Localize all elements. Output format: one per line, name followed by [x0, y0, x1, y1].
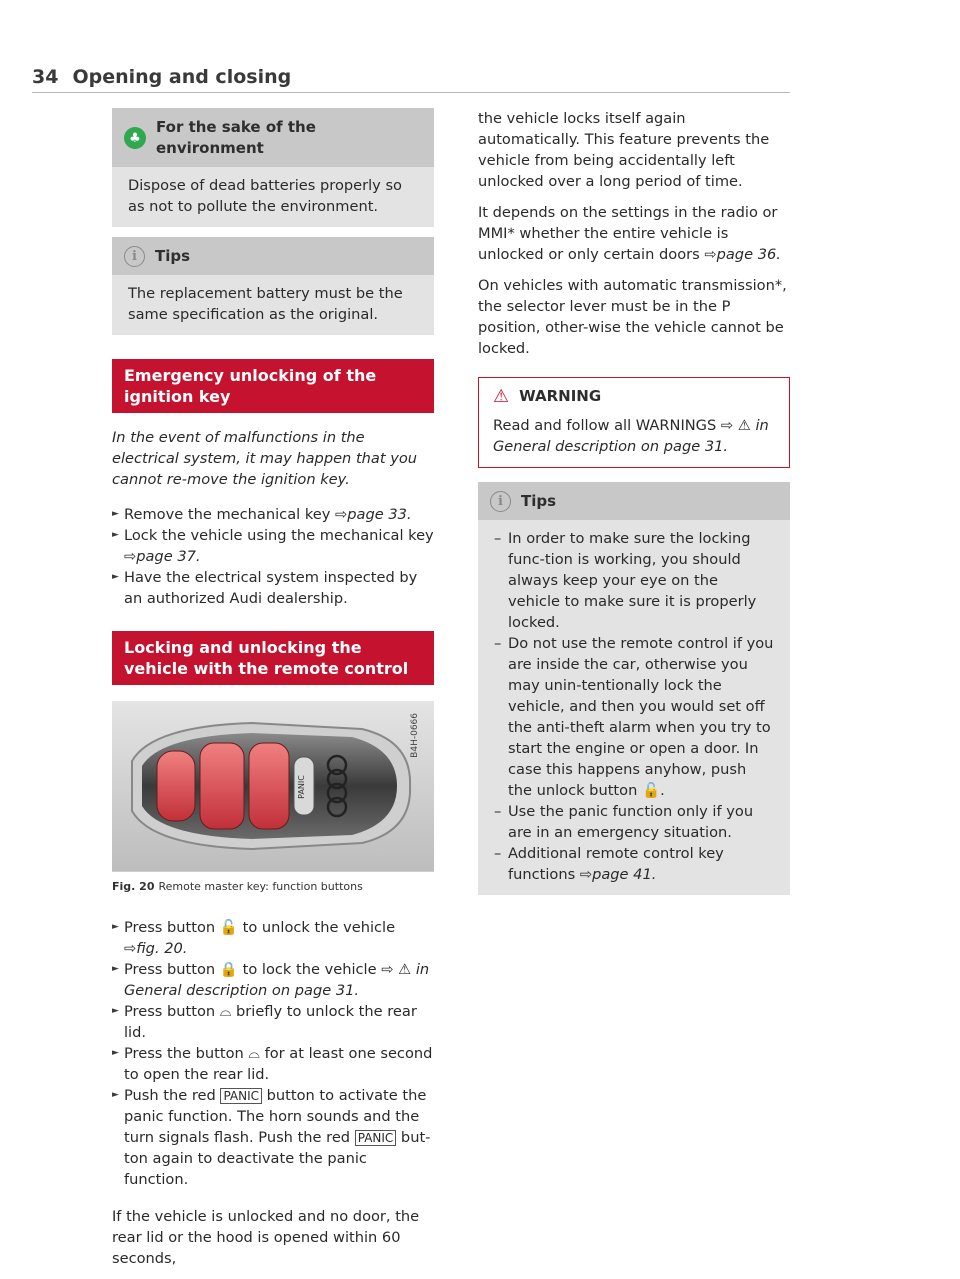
list-item: ► Press button 🔓 to unlock the vehicle ⇨fig. 20.	[112, 917, 434, 959]
paragraph-2: It depends on the settings in the radio or MMI* whether the entire vehicle is unlocked or only certain doors ⇨page 36.	[478, 204, 781, 263]
remote-heading: Locking and unlocking the vehicle with the remote control	[112, 631, 434, 685]
tips-1-title: Tips	[155, 247, 191, 265]
remote-key-illustration	[112, 701, 434, 871]
warning-title: WARNING	[519, 387, 602, 405]
page-link[interactable]: in General description on page 31.	[124, 961, 430, 999]
list-item: ► Lock the vehicle using the mechanical key ⇨page 37.	[112, 525, 434, 567]
closing-paragraph: If the vehicle is unlocked and no door, the rear lid or the hood is opened within 60 seconds,	[112, 1208, 420, 1267]
list-item: ► Have the electrical system inspected by an authorized Audi dealership.	[112, 567, 434, 609]
list-item: ► Press button ⌓ briefly to unlock the rear lid.	[112, 1001, 434, 1043]
tips-box-1	[112, 237, 434, 335]
page-link[interactable]: ⇨page 37.	[124, 548, 201, 565]
list-item: – Use the panic function only if you are in an emergency situation.	[494, 801, 774, 843]
panic-key-label: PANIC	[220, 1088, 262, 1104]
tips-2-body	[478, 520, 790, 895]
page-link[interactable]: in General description on page 31.	[493, 417, 769, 455]
emergency-heading: Emergency unlocking of the ignition key	[112, 359, 434, 413]
warning-box	[478, 377, 790, 468]
figure-panic-label: PANIC	[297, 775, 306, 799]
environment-text: Dispose of dead batteries properly so as not to pollute the environment.	[112, 167, 434, 227]
remote-steps	[112, 917, 434, 1190]
environment-box	[112, 108, 434, 227]
paragraph-1: the vehicle locks itself again automatically. This feature prevents the vehicle from being accidentally left unlocked over a long period of time.	[478, 110, 770, 190]
tips-1-text: The replacement battery must be the same specification as the original.	[112, 275, 434, 335]
page-link[interactable]: ⇨page 33.	[335, 506, 412, 523]
list-item: ► Press button 🔒 to lock the vehicle ⇨ ⚠ in General description on page 31.	[112, 959, 434, 1001]
list-item: – Additional remote control key functions ⇨page 41.	[494, 843, 774, 885]
list-item: – Do not use the remote control if you are inside the car, otherwise you may unin-tentionally lock the vehicle, and then you would set off the anti-theft alarm when you try to start the engine or open a door. In case this happens anyhow, push the unlock button 🔓.	[494, 633, 774, 801]
page-header	[32, 66, 291, 88]
tips-2-title: Tips	[521, 492, 557, 510]
left-column	[112, 108, 434, 1279]
info-icon: i	[124, 246, 145, 267]
section-title: Opening and closing	[72, 66, 292, 88]
remote-key-figure	[112, 701, 434, 871]
warning-text: Read and follow all WARNINGS ⇨ ⚠ in General description on page 31.	[493, 417, 769, 455]
emergency-intro: In the event of malfunctions in the electrical system, it may happen that you cannot re-move the ignition key.	[112, 429, 418, 488]
list-item: ► Press the button ⌓ for at least one second to open the rear lid.	[112, 1043, 434, 1085]
environment-title: For the sake of the environment	[156, 118, 316, 157]
list-item: – In order to make sure the locking func-tion is working, you should always keep your eye on the vehicle to make sure it is properly locked.	[494, 528, 774, 633]
environment-icon: ♣	[124, 127, 146, 149]
panic-key-label-2: PANIC	[355, 1130, 397, 1146]
tips-box-1-header	[112, 237, 434, 275]
page-link[interactable]: ⇨page 36.	[704, 246, 781, 263]
figure-caption-text: Remote master key: function buttons	[158, 880, 363, 893]
right-column	[478, 108, 790, 895]
figure-label: Fig. 20	[112, 880, 155, 893]
figure-caption	[112, 871, 434, 903]
figure-code: B4H-0666	[410, 713, 420, 758]
page-link[interactable]: ⇨page 41.	[579, 866, 657, 883]
tips-box-2	[478, 482, 790, 895]
paragraph-3: On vehicles with automatic transmission*, the selector lever must be in the P position, other-wise the vehicle cannot be locked.	[478, 277, 787, 357]
figure-link[interactable]: ⇨fig. 20.	[124, 940, 188, 957]
warning-icon: ⚠	[493, 386, 510, 407]
page-number: 34	[32, 66, 59, 88]
warning-header	[479, 378, 789, 413]
list-item: ► Push the red PANIC button to activate the panic function. The horn sounds and the turn signals flash. Push the red PANIC but-ton again to deactivate the panic function.	[112, 1085, 434, 1190]
header-divider	[32, 92, 790, 93]
list-item: ► Remove the mechanical key ⇨page 33.	[112, 504, 434, 525]
tips-box-2-header	[478, 482, 790, 520]
info-icon: i	[490, 491, 511, 512]
emergency-steps	[112, 504, 434, 609]
environment-box-header	[112, 108, 434, 167]
